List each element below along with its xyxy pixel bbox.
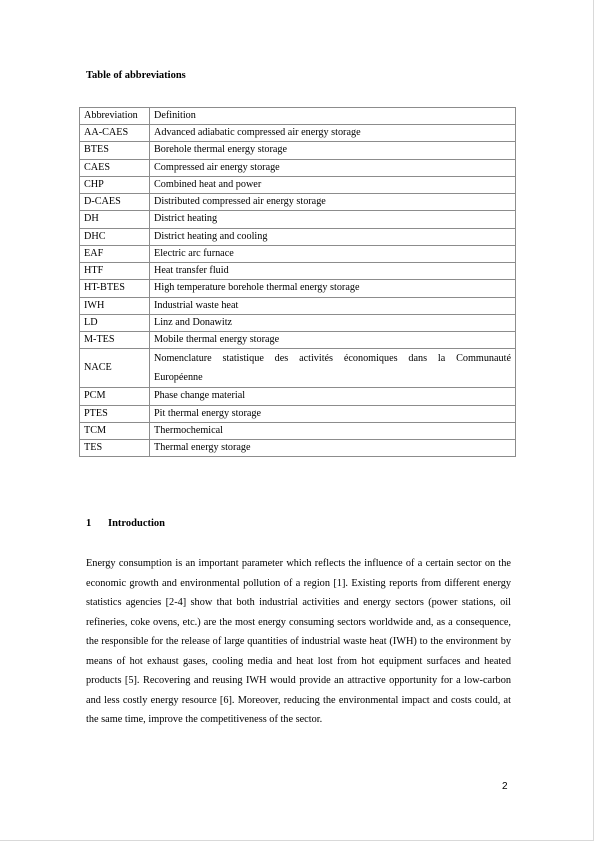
abbreviation-cell: M-TES xyxy=(80,332,150,349)
abbreviation-cell: HT-BTES xyxy=(80,280,150,297)
abbreviation-cell: TCM xyxy=(80,422,150,439)
section-number: 1 xyxy=(86,518,92,529)
definition-cell: District heating and cooling xyxy=(150,228,516,245)
abbreviation-cell: HTF xyxy=(80,263,150,280)
definition-cell: Industrial waste heat xyxy=(150,297,516,314)
definition-cell: Combined heat and power xyxy=(150,176,516,193)
table-row xyxy=(80,405,516,422)
definition-cell: Compressed air energy storage xyxy=(150,159,516,176)
abbreviation-cell: EAF xyxy=(80,245,150,262)
abbreviation-cell: BTES xyxy=(80,142,150,159)
table-row xyxy=(80,297,516,314)
table-row xyxy=(80,125,516,142)
table-row xyxy=(80,439,516,456)
definition-cell: Phase change material xyxy=(150,388,516,405)
table-row xyxy=(80,349,516,388)
definition-cell: Linz and Donawitz xyxy=(150,314,516,331)
table-row xyxy=(80,263,516,280)
definition-cell xyxy=(150,349,516,388)
table-row xyxy=(80,245,516,262)
definition-cell: Heat transfer fluid xyxy=(150,263,516,280)
table-row xyxy=(80,176,516,193)
table-row xyxy=(80,314,516,331)
section-title: Introduction xyxy=(108,518,165,529)
abbreviation-cell: PTES xyxy=(80,405,150,422)
abbreviation-cell: DH xyxy=(80,211,150,228)
table-header-row xyxy=(80,108,516,125)
definition-line: Nomenclature statistique des activités économiques dans la Communauté xyxy=(154,353,511,365)
definition-cell: High temperature borehole thermal energy storage xyxy=(150,280,516,297)
introduction-paragraph: Energy consumption is an important parameter which reflects the influence of a certain sector on the economic growth and environmental pollution of a region [1]. Existing reports from different energy statistics agencies [2-4] show that both industrial activities and energy sectors (power stations, oil refineries, coke ovens, etc.) are the most energy consuming sectors worldwide and, as a consequence, the responsible for the release of large quantities of industrial waste heat (IWH) to the environment by means of hot exhaust gases, cooling media and heat lost from hot equipment surfaces and heated products [5]. Recovering and reusing IWH would provide an attractive opportunity for a low-carbon and less costly energy resource [6]. Moreover, reducing the environmental impact and costs could, at the same time, improve the competitiveness of the sector. xyxy=(86,558,511,725)
definition-cell: Thermochemical xyxy=(150,422,516,439)
header-definition: Definition xyxy=(150,108,516,125)
abbreviation-cell: CHP xyxy=(80,176,150,193)
abbreviation-cell: PCM xyxy=(80,388,150,405)
table-row xyxy=(80,388,516,405)
abbreviation-cell: TES xyxy=(80,439,150,456)
table-row xyxy=(80,159,516,176)
abbreviation-cell: IWH xyxy=(80,297,150,314)
definition-cell: District heating xyxy=(150,211,516,228)
abbreviation-cell: LD xyxy=(80,314,150,331)
abbreviation-cell: NACE xyxy=(80,349,150,388)
table-row xyxy=(80,228,516,245)
abbreviation-cell: D-CAES xyxy=(80,194,150,211)
table-row xyxy=(80,422,516,439)
table-row xyxy=(80,280,516,297)
abbreviation-cell: AA-CAES xyxy=(80,125,150,142)
abbreviations-table xyxy=(79,107,516,457)
table-row xyxy=(80,211,516,228)
definition-cell: Thermal energy storage xyxy=(150,439,516,456)
definition-cell: Advanced adiabatic compressed air energy storage xyxy=(150,125,516,142)
table-row xyxy=(80,194,516,211)
table-title: Table of abbreviations xyxy=(86,70,186,81)
definition-cell: Pit thermal energy storage xyxy=(150,405,516,422)
definition-cell: Distributed compressed air energy storage xyxy=(150,194,516,211)
definition-cell: Electric arc furnace xyxy=(150,245,516,262)
table-row xyxy=(80,332,516,349)
abbreviation-cell: DHC xyxy=(80,228,150,245)
definition-cell: Mobile thermal energy storage xyxy=(150,332,516,349)
definition-line: Européenne xyxy=(154,372,203,384)
section-heading xyxy=(86,518,165,529)
header-abbreviation: Abbreviation xyxy=(80,108,150,125)
table-row xyxy=(80,142,516,159)
page-number: 2 xyxy=(502,781,508,792)
abbreviation-cell: CAES xyxy=(80,159,150,176)
definition-cell: Borehole thermal energy storage xyxy=(150,142,516,159)
